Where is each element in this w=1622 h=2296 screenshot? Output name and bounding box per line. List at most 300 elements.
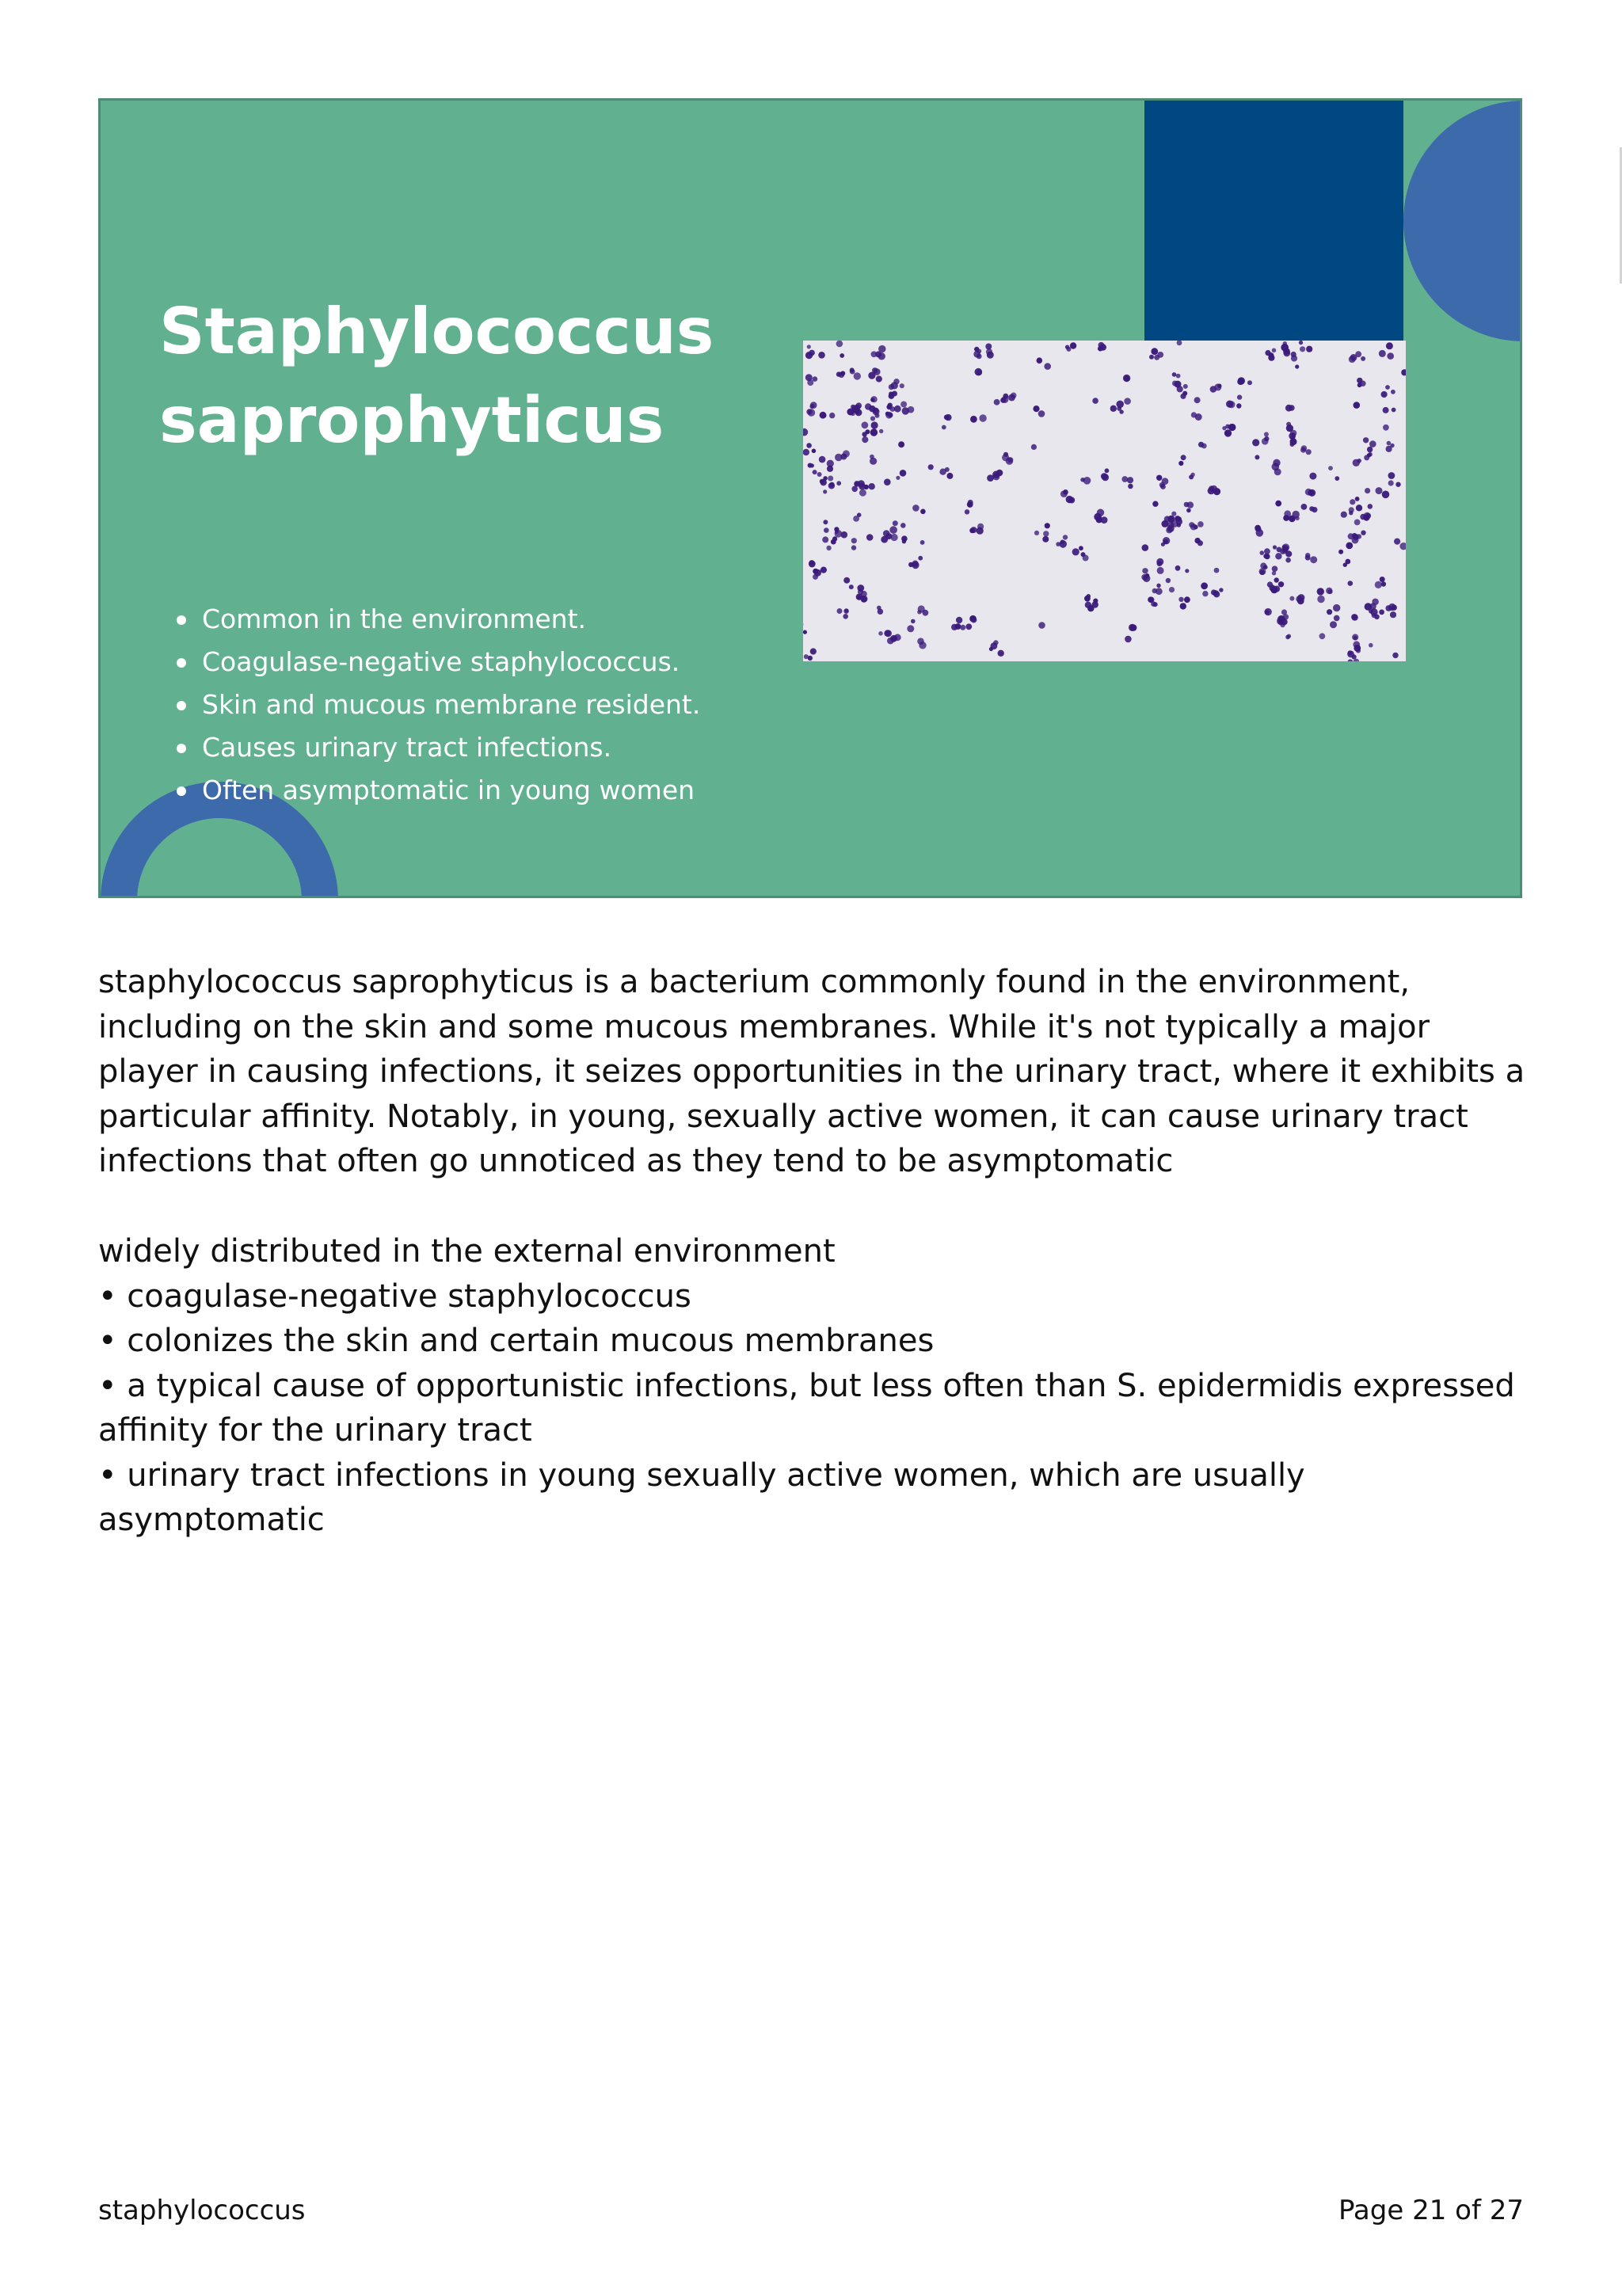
coccus-dot (871, 351, 878, 357)
coccus-dot (974, 347, 979, 352)
coccus-dot (1348, 650, 1353, 655)
coccus-dot (912, 562, 919, 569)
coccus-dot (1361, 531, 1365, 535)
coccus-dot (817, 472, 822, 477)
coccus-dot (813, 470, 817, 474)
coccus-dot (1301, 504, 1308, 510)
coccus-dot (809, 350, 815, 356)
coccus-dot (1156, 475, 1162, 481)
coccus-dot (1224, 429, 1232, 436)
coccus-dot (1365, 488, 1370, 493)
coccus-dot (1034, 531, 1039, 535)
coccus-dot (1180, 394, 1186, 399)
coccus-dot (1149, 355, 1154, 360)
coccus-dot (1282, 543, 1289, 550)
coccus-dot (1264, 548, 1270, 554)
coccus-dot (831, 539, 836, 545)
coccus-dot (1125, 636, 1132, 643)
coccus-dot (987, 474, 994, 482)
coccus-dot (878, 352, 885, 360)
coccus-dot (996, 470, 1003, 477)
coccus-dot (1186, 508, 1191, 513)
coccus-dot (1263, 565, 1268, 569)
decorative-half-circle (1403, 101, 1522, 341)
coccus-dot (969, 528, 975, 534)
coccus-dot (893, 520, 898, 526)
notes-line: • a typical cause of opportunistic infections, but less often than S. epidermidis expressed affinity for the urinary tract (98, 1367, 1515, 1449)
coccus-dot (1370, 608, 1377, 615)
coccus-dot (1351, 614, 1357, 620)
coccus-dot (1286, 425, 1293, 432)
notes-line: • coagulase-negative staphylococcus (98, 1277, 691, 1315)
coccus-dot (1278, 581, 1284, 587)
coccus-dot (1285, 635, 1290, 640)
coccus-dot (1341, 512, 1347, 518)
coccus-dot (1283, 614, 1289, 619)
coccus-dot (1265, 610, 1269, 614)
coccus-dot (965, 623, 972, 630)
slide-bullet: Often asymptomatic in young women (202, 769, 700, 812)
coccus-dot (1306, 346, 1312, 352)
coccus-dot (823, 489, 827, 493)
coccus-dot (987, 352, 994, 359)
coccus-dot (810, 648, 817, 654)
coccus-dot (1117, 406, 1121, 411)
coccus-dot (823, 520, 828, 524)
coccus-dot (1375, 581, 1382, 588)
coccus-dot (1390, 611, 1396, 618)
coccus-dot (841, 531, 848, 539)
coccus-dot (1180, 603, 1186, 609)
coccus-dot (1145, 573, 1150, 578)
coccus-dot (1044, 363, 1051, 370)
coccus-dot (1355, 351, 1361, 357)
coccus-dot (1011, 393, 1017, 399)
coccus-dot (942, 425, 946, 430)
coccus-dot (1202, 591, 1208, 596)
coccus-dot (1105, 468, 1110, 473)
coccus-dot (836, 481, 841, 485)
coccus-dot (826, 546, 831, 550)
coccus-dot (1178, 461, 1183, 466)
coccus-dot (843, 608, 849, 614)
coccus-dot (858, 589, 863, 595)
coccus-dot (887, 638, 894, 645)
coccus-dot (843, 450, 850, 457)
coccus-dot (823, 476, 828, 481)
decorative-square (1144, 101, 1403, 343)
coccus-dot (862, 421, 869, 428)
coccus-dot (874, 368, 881, 375)
coccus-dot (851, 545, 856, 550)
coccus-dot (1346, 543, 1353, 550)
coccus-dot (1306, 449, 1312, 455)
coccus-dot (900, 402, 907, 408)
coccus-dot (1175, 565, 1181, 571)
coccus-dot (1176, 374, 1181, 379)
coccus-dot (1124, 398, 1131, 405)
coccus-dot (810, 463, 814, 467)
coccus-dot (1387, 441, 1392, 446)
page-number: Page 21 of 27 (1338, 2195, 1524, 2226)
coccus-dot (1385, 385, 1390, 390)
coccus-dot (911, 619, 916, 624)
coccus-dot (975, 368, 983, 376)
coccus-dot (1333, 604, 1340, 611)
slide-bullet-list (167, 598, 700, 812)
coccus-dot (1299, 341, 1303, 345)
coccus-dot (1368, 452, 1373, 457)
coccus-dot (870, 398, 874, 402)
coccus-dot (1213, 590, 1219, 596)
coccus-dot (828, 476, 833, 482)
coccus-dot (808, 656, 813, 661)
coccus-dot (1083, 555, 1089, 562)
coccus-dot (1363, 437, 1369, 443)
coccus-dot (1297, 597, 1304, 604)
coccus-dot (1190, 524, 1197, 530)
coccus-dot (1002, 396, 1009, 403)
coccus-dot (878, 345, 885, 352)
coccus-dot (1214, 568, 1220, 573)
coccus-dot (1197, 521, 1204, 527)
coccus-dot (1160, 484, 1166, 489)
coccus-dot (1157, 352, 1163, 358)
coccus-dot (809, 561, 816, 568)
body-paragraph: staphylococcus saprophyticus is a bacterium commonly found in the environment, including on the skin and some mucous membranes. While it's not typically a major player in causing infections, it seizes opportunities in the urinary tract, where it exhibits a particular affinity. Notably, in young, sexually active women, it can cause urinary tract infections that often go unnoticed as they tend to be asymptomatic (98, 964, 1525, 1179)
coccus-dot (822, 413, 826, 417)
coccus-dot (1226, 401, 1233, 408)
coccus-dot (1281, 623, 1285, 627)
coccus-dot (843, 614, 848, 619)
coccus-dot (1181, 455, 1186, 460)
coccus-dot (1164, 516, 1171, 522)
coccus-dot (923, 610, 929, 616)
footer-title: staphylococcus (98, 2195, 306, 2226)
coccus-dot (1163, 537, 1170, 544)
coccus-dot (1068, 497, 1075, 504)
coccus-dot (970, 416, 977, 423)
coccus-dot (1197, 540, 1203, 546)
slide-bullet: Skin and mucous membrane resident. (202, 683, 700, 726)
coccus-dot (1121, 476, 1128, 482)
coccus-dot (1194, 397, 1201, 403)
coccus-dot (862, 436, 868, 443)
coccus-dot (1379, 610, 1384, 615)
coccus-dot (1097, 509, 1104, 516)
coccus-dot (960, 625, 965, 630)
coccus-dot (843, 577, 850, 584)
coccus-dot (1327, 609, 1332, 615)
coccus-dot (1367, 447, 1373, 452)
coccus-dot (806, 443, 812, 448)
coccus-dot (1003, 452, 1008, 457)
coccus-dot (1309, 506, 1314, 511)
coccus-dot (828, 482, 835, 489)
coccus-dot (1129, 624, 1136, 631)
coccus-dot (1189, 474, 1194, 479)
coccus-dot (1063, 535, 1068, 539)
coccus-dot (907, 625, 914, 632)
coccus-dot (1356, 505, 1362, 511)
coccus-dot (900, 383, 904, 388)
coccus-dot (1038, 410, 1045, 417)
coccus-dot (1072, 548, 1079, 555)
coccus-dot (1101, 516, 1108, 524)
coccus-dot (1124, 376, 1129, 382)
coccus-dot (821, 567, 827, 573)
slide-title: Staphylococcus saprophyticus (159, 295, 714, 457)
notes-line: • urinary tract infections in young sexually active women, which are usually asymptomatic (98, 1456, 1305, 1538)
coccus-dot (1042, 536, 1049, 543)
coccus-dot (1284, 510, 1291, 517)
coccus-dot (1256, 529, 1264, 537)
coccus-dot (851, 405, 855, 409)
coccus-dot (1157, 567, 1164, 574)
coccus-dot (896, 476, 900, 480)
coccus-dot (1201, 582, 1208, 589)
coccus-dot (1355, 497, 1360, 501)
coccus-dot (1169, 587, 1175, 592)
coccus-dot (1394, 539, 1400, 545)
coccus-dot (1156, 588, 1163, 595)
coccus-dot (1209, 485, 1214, 491)
coccus-dot (1252, 439, 1259, 446)
coccus-dot (1262, 438, 1269, 445)
slide-bullet: Causes urinary tract infections. (202, 726, 700, 769)
coccus-dot (898, 441, 904, 447)
coccus-dot (1293, 511, 1300, 518)
coccus-dot (1289, 405, 1294, 410)
coccus-dot (870, 416, 875, 421)
notes-list (98, 1229, 1532, 1543)
coccus-dot (1369, 643, 1373, 648)
coccus-dot (1185, 569, 1189, 573)
coccus-dot (886, 405, 892, 410)
coccus-dot (1157, 561, 1163, 566)
coccus-dot (1033, 406, 1039, 412)
coccus-dot (1369, 603, 1376, 609)
coccus-dot (900, 470, 907, 477)
coccus-dot (1093, 599, 1098, 604)
coccus-dot (819, 456, 826, 463)
coccus-dot (1166, 578, 1171, 583)
coccus-dot (1354, 520, 1361, 526)
coccus-dot (1300, 447, 1306, 453)
coccus-dot (994, 399, 1000, 406)
coccus-dot (1291, 355, 1297, 361)
coccus-dot (965, 509, 969, 514)
coccus-dot (1382, 491, 1390, 499)
coccus-dot (969, 615, 977, 623)
coccus-dot (1285, 558, 1291, 563)
coccus-dot (1263, 554, 1268, 558)
coccus-dot (1289, 596, 1294, 601)
coccus-dot (912, 505, 920, 512)
coccus-dot (853, 516, 859, 522)
coccus-dot (1270, 586, 1277, 593)
coccus-dot (813, 574, 818, 580)
coccus-dot (1260, 550, 1265, 555)
coccus-dot (1391, 390, 1395, 394)
coccus-dot (889, 391, 893, 396)
coccus-dot (1156, 584, 1160, 588)
coccus-dot (824, 527, 829, 533)
coccus-dot (1392, 604, 1397, 610)
coccus-dot (1079, 546, 1083, 550)
coccus-dot (1300, 346, 1305, 352)
coccus-dot (1380, 577, 1385, 582)
coccus-dot (1031, 444, 1037, 450)
coccus-dot (1128, 484, 1133, 489)
coccus-dot (1392, 408, 1396, 413)
coccus-dot (827, 460, 834, 467)
coccus-dot (1330, 621, 1337, 628)
coccus-dot (1065, 345, 1069, 349)
coccus-dot (979, 414, 986, 421)
coccus-dot (920, 540, 925, 545)
coccus-dot (902, 539, 906, 543)
coccus-dot (900, 523, 906, 528)
coccus-dot (944, 415, 950, 421)
coccus-dot (951, 624, 958, 630)
coccus-dot (1184, 502, 1190, 508)
coccus-dot (1290, 442, 1295, 447)
coccus-dot (851, 411, 855, 416)
coccus-dot (1178, 597, 1183, 602)
coccus-dot (1345, 559, 1350, 565)
coccus-dot (1350, 499, 1355, 505)
coccus-dot (1060, 539, 1064, 543)
coccus-dot (822, 536, 828, 543)
coccus-dot (1219, 588, 1223, 592)
coccus-dot (1038, 622, 1045, 629)
coccus-dot (1152, 501, 1158, 507)
coccus-dot (812, 449, 817, 454)
coccus-dot (1006, 458, 1013, 465)
coccus-dot (1191, 412, 1197, 417)
coccus-dot (878, 609, 883, 615)
coccus-dot (1357, 383, 1362, 387)
coccus-dot (1365, 513, 1371, 519)
coccus-dot (1386, 342, 1393, 349)
coccus-dot (1317, 596, 1324, 603)
micrograph-image (803, 341, 1406, 661)
coccus-dot (865, 429, 870, 434)
coccus-dot (1334, 615, 1340, 622)
coccus-dot (813, 569, 818, 574)
coccus-dot (1183, 384, 1188, 389)
coccus-dot (809, 404, 814, 409)
coccus-dot (1151, 348, 1158, 355)
coccus-dot (1368, 504, 1373, 509)
coccus-dot (854, 372, 861, 379)
coccus-dot (1310, 556, 1317, 563)
coccus-dot (1369, 440, 1376, 447)
coccus-dot (1272, 348, 1277, 353)
coccus-dot (1387, 352, 1394, 360)
coccus-dot (889, 526, 897, 534)
coccus-dot (829, 413, 835, 418)
coccus-dot (1167, 521, 1175, 528)
notes-line: widely distributed in the external environment (98, 1233, 836, 1270)
coccus-dot (967, 501, 973, 508)
coccus-dot (973, 351, 980, 358)
coccus-dot (1273, 459, 1280, 466)
coccus-dot (1376, 487, 1383, 494)
coccus-dot (1354, 402, 1361, 409)
coccus-dot (1101, 473, 1108, 480)
coccus-dot (1392, 653, 1398, 658)
coccus-dot (1236, 403, 1241, 408)
coccus-dot (928, 464, 934, 470)
coccus-dot (871, 421, 878, 428)
slide-image (98, 98, 1522, 898)
coccus-dot (883, 530, 890, 537)
coccus-dot (1348, 581, 1354, 586)
coccus-dot (1070, 342, 1076, 348)
coccus-dot (850, 367, 855, 372)
coccus-dot (891, 382, 898, 389)
coccus-dot (894, 406, 901, 413)
coccus-dot (866, 534, 874, 541)
coccus-dot (1268, 355, 1274, 361)
coccus-dot (985, 344, 992, 350)
coccus-dot (1356, 649, 1361, 653)
coccus-dot (1142, 544, 1149, 551)
coccus-dot (835, 454, 843, 462)
coccus-dot (840, 353, 844, 358)
coccus-dot (807, 345, 811, 348)
coccus-dot (884, 478, 891, 485)
coccus-dot (1274, 577, 1279, 582)
coccus-dot (1317, 588, 1324, 595)
coccus-dot (873, 408, 880, 415)
coccus-dot (1142, 568, 1148, 573)
coccus-dot (1087, 594, 1091, 598)
coccus-dot (1305, 553, 1310, 558)
coccus-dot (1335, 476, 1339, 481)
coccus-dot (1264, 432, 1269, 436)
coccus-dot (1395, 482, 1400, 487)
coccus-dot (859, 489, 866, 497)
coccus-dot (1060, 490, 1068, 497)
coccus-dot (1176, 519, 1182, 525)
coccus-dot (1083, 477, 1091, 485)
notes-line: • colonizes the skin and certain mucous membranes (98, 1323, 935, 1359)
coccus-dot (1225, 425, 1230, 429)
coccus-dot (1247, 380, 1252, 385)
coccus-dot (808, 409, 816, 417)
slide-bullet: Coagulase-negative staphylococcus. (202, 641, 700, 683)
coccus-dot (1383, 425, 1389, 431)
coccus-dot (1379, 350, 1386, 357)
coccus-dot (920, 509, 926, 515)
coccus-dot (834, 527, 839, 531)
coccus-dot (1361, 356, 1365, 361)
coccus-dot (1087, 605, 1094, 611)
coccus-dot (1319, 633, 1326, 639)
coccus-dot (1328, 589, 1333, 594)
coccus-dot (945, 467, 950, 472)
coccus-dot (998, 650, 1004, 657)
coccus-dot (1098, 347, 1103, 352)
coccus-dot (918, 556, 923, 561)
coccus-dot (1273, 545, 1277, 549)
coccus-dot (837, 608, 843, 614)
coccus-dot (1281, 344, 1289, 352)
coccus-dot (1352, 654, 1357, 659)
